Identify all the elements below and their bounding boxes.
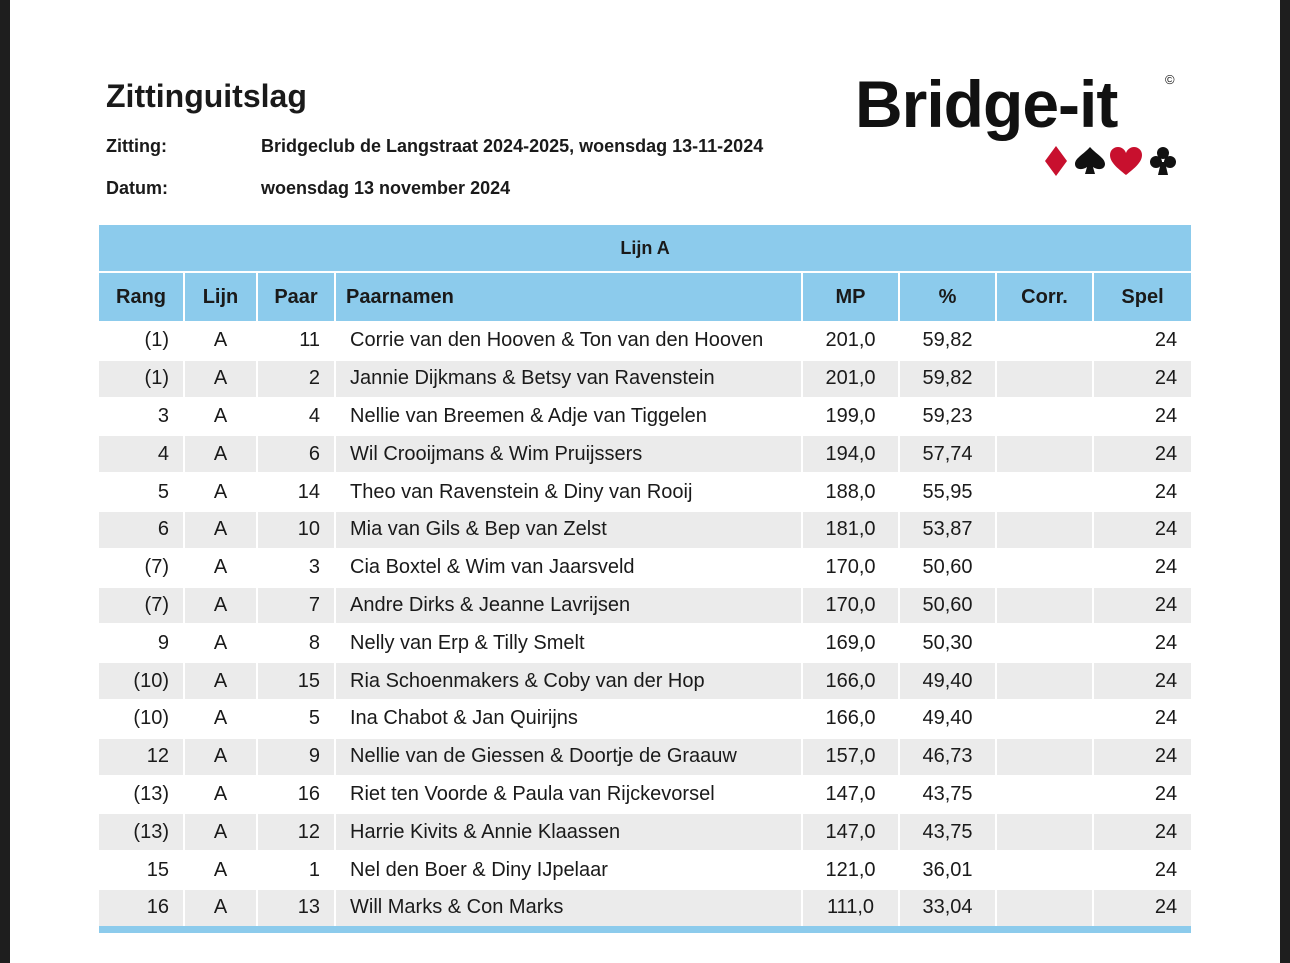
cell-spel: 24 xyxy=(1093,662,1191,700)
results-table xyxy=(99,225,1191,926)
cell-rang: (10) xyxy=(99,700,184,738)
cell-paarnamen: Wil Crooijmans & Wim Pruijssers xyxy=(335,435,802,473)
cell-lijn: A xyxy=(184,851,257,889)
cell-spel: 24 xyxy=(1093,511,1191,549)
cell-paar: 2 xyxy=(257,360,335,398)
cell-pct: 36,01 xyxy=(899,851,996,889)
cell-pct: 49,40 xyxy=(899,700,996,738)
cell-paarnamen: Ina Chabot & Jan Quirijns xyxy=(335,700,802,738)
cell-corr xyxy=(996,738,1093,776)
cell-corr xyxy=(996,889,1093,926)
cell-paar: 15 xyxy=(257,662,335,700)
cell-paarnamen: Nel den Boer & Diny IJpelaar xyxy=(335,851,802,889)
cell-spel: 24 xyxy=(1093,398,1191,436)
cell-pct: 49,40 xyxy=(899,662,996,700)
diamond-icon xyxy=(1045,146,1067,176)
table-row xyxy=(99,587,1191,625)
table-row xyxy=(99,322,1191,360)
club-icon xyxy=(1150,147,1176,175)
cell-lijn: A xyxy=(184,624,257,662)
cell-pct: 59,82 xyxy=(899,360,996,398)
cell-paar: 12 xyxy=(257,813,335,851)
header-mp: MP xyxy=(802,272,899,322)
cell-mp: 194,0 xyxy=(802,435,899,473)
cell-mp: 201,0 xyxy=(802,360,899,398)
cell-corr xyxy=(996,360,1093,398)
cell-rang: 6 xyxy=(99,511,184,549)
header-lijn: Lijn xyxy=(184,272,257,322)
cell-spel: 24 xyxy=(1093,624,1191,662)
page-title: Zittinguitslag xyxy=(106,78,307,114)
header-spel: Spel xyxy=(1093,272,1191,322)
logo-text: Bridge-it xyxy=(855,67,1118,141)
cell-lijn: A xyxy=(184,813,257,851)
cell-spel: 24 xyxy=(1093,587,1191,625)
spade-icon xyxy=(1075,147,1105,174)
cell-spel: 24 xyxy=(1093,813,1191,851)
cell-paar: 7 xyxy=(257,587,335,625)
cell-paarnamen: Mia van Gils & Bep van Zelst xyxy=(335,511,802,549)
cell-paarnamen: Nellie van Breemen & Adje van Tiggelen xyxy=(335,398,802,436)
zitting-value: Bridgeclub de Langstraat 2024-2025, woensdag 13-11-2024 xyxy=(261,136,764,156)
cell-spel: 24 xyxy=(1093,435,1191,473)
cell-corr xyxy=(996,435,1093,473)
cell-corr xyxy=(996,662,1093,700)
cell-pct: 50,60 xyxy=(899,549,996,587)
cell-corr xyxy=(996,398,1093,436)
cell-paarnamen: Will Marks & Con Marks xyxy=(335,889,802,926)
header-paar: Paar xyxy=(257,272,335,322)
section-title: Lijn A xyxy=(99,225,1191,272)
cell-pct: 55,95 xyxy=(899,473,996,511)
cell-lijn: A xyxy=(184,435,257,473)
document-page xyxy=(10,0,1280,963)
cell-mp: 157,0 xyxy=(802,738,899,776)
cell-paar: 1 xyxy=(257,851,335,889)
cell-spel: 24 xyxy=(1093,360,1191,398)
cell-rang: (13) xyxy=(99,776,184,814)
cell-paar: 6 xyxy=(257,435,335,473)
table-row xyxy=(99,435,1191,473)
cell-paarnamen: Theo van Ravenstein & Diny van Rooij xyxy=(335,473,802,511)
cell-paarnamen: Jannie Dijkmans & Betsy van Ravenstein xyxy=(335,360,802,398)
cell-spel: 24 xyxy=(1093,700,1191,738)
table-row xyxy=(99,360,1191,398)
table-row xyxy=(99,889,1191,926)
cell-pct: 33,04 xyxy=(899,889,996,926)
zitting-label: Zitting: xyxy=(106,136,167,156)
cell-spel: 24 xyxy=(1093,322,1191,360)
cell-rang: 3 xyxy=(99,398,184,436)
cell-mp: 201,0 xyxy=(802,322,899,360)
cell-paar: 5 xyxy=(257,700,335,738)
cell-lijn: A xyxy=(184,322,257,360)
cell-mp: 147,0 xyxy=(802,776,899,814)
cell-corr xyxy=(996,587,1093,625)
table-row xyxy=(99,624,1191,662)
cell-mp: 181,0 xyxy=(802,511,899,549)
cell-spel: 24 xyxy=(1093,889,1191,926)
table-row xyxy=(99,851,1191,889)
cell-pct: 43,75 xyxy=(899,776,996,814)
column-header-row xyxy=(99,272,1191,322)
cell-pct: 59,23 xyxy=(899,398,996,436)
cell-mp: 188,0 xyxy=(802,473,899,511)
header-pct: % xyxy=(899,272,996,322)
cell-rang: 4 xyxy=(99,435,184,473)
cell-mp: 166,0 xyxy=(802,700,899,738)
cell-lijn: A xyxy=(184,889,257,926)
table-row xyxy=(99,549,1191,587)
cell-pct: 43,75 xyxy=(899,813,996,851)
bridge-it-logo xyxy=(855,64,1185,184)
cell-pct: 53,87 xyxy=(899,511,996,549)
cell-lijn: A xyxy=(184,662,257,700)
table-row xyxy=(99,398,1191,436)
cell-mp: 169,0 xyxy=(802,624,899,662)
cell-mp: 147,0 xyxy=(802,813,899,851)
heart-icon xyxy=(1110,147,1142,175)
cell-mp: 170,0 xyxy=(802,549,899,587)
cell-mp: 121,0 xyxy=(802,851,899,889)
cell-rang: (7) xyxy=(99,549,184,587)
cell-paarnamen: Ria Schoenmakers & Coby van der Hop xyxy=(335,662,802,700)
cell-rang: 5 xyxy=(99,473,184,511)
cell-rang: 16 xyxy=(99,889,184,926)
cell-pct: 57,74 xyxy=(899,435,996,473)
cell-mp: 199,0 xyxy=(802,398,899,436)
cell-paar: 4 xyxy=(257,398,335,436)
cell-spel: 24 xyxy=(1093,549,1191,587)
table-row xyxy=(99,813,1191,851)
cell-corr xyxy=(996,624,1093,662)
cell-pct: 50,30 xyxy=(899,624,996,662)
cell-paar: 14 xyxy=(257,473,335,511)
cell-lijn: A xyxy=(184,738,257,776)
card-suits-icon xyxy=(1043,144,1183,178)
cell-rang: (13) xyxy=(99,813,184,851)
cell-paar: 3 xyxy=(257,549,335,587)
cell-paarnamen: Andre Dirks & Jeanne Lavrijsen xyxy=(335,587,802,625)
cell-corr xyxy=(996,851,1093,889)
cell-corr xyxy=(996,511,1093,549)
cell-spel: 24 xyxy=(1093,738,1191,776)
cell-rang: 15 xyxy=(99,851,184,889)
cell-rang: (1) xyxy=(99,322,184,360)
cell-lijn: A xyxy=(184,398,257,436)
cell-spel: 24 xyxy=(1093,776,1191,814)
cell-paar: 13 xyxy=(257,889,335,926)
cell-paarnamen: Corrie van den Hooven & Ton van den Hooven xyxy=(335,322,802,360)
datum-value: woensdag 13 november 2024 xyxy=(261,178,511,198)
cell-paarnamen: Cia Boxtel & Wim van Jaarsveld xyxy=(335,549,802,587)
cell-corr xyxy=(996,473,1093,511)
cell-paarnamen: Harrie Kivits & Annie Klaassen xyxy=(335,813,802,851)
header-rang: Rang xyxy=(99,272,184,322)
cell-corr xyxy=(996,322,1093,360)
cell-rang: 12 xyxy=(99,738,184,776)
cell-lijn: A xyxy=(184,473,257,511)
cell-mp: 166,0 xyxy=(802,662,899,700)
cell-mp: 170,0 xyxy=(802,587,899,625)
cell-corr xyxy=(996,700,1093,738)
cell-rang: (7) xyxy=(99,587,184,625)
cell-spel: 24 xyxy=(1093,851,1191,889)
cell-corr xyxy=(996,776,1093,814)
section-header-row xyxy=(99,225,1191,272)
cell-lijn: A xyxy=(184,700,257,738)
header-paarnamen: Paarnamen xyxy=(335,272,802,322)
table-row xyxy=(99,662,1191,700)
cell-mp: 111,0 xyxy=(802,889,899,926)
table-row xyxy=(99,776,1191,814)
cell-corr xyxy=(996,813,1093,851)
cell-rang: (1) xyxy=(99,360,184,398)
table-row xyxy=(99,473,1191,511)
cell-pct: 50,60 xyxy=(899,587,996,625)
cell-paar: 16 xyxy=(257,776,335,814)
copyright-mark: © xyxy=(1165,72,1175,87)
cell-lijn: A xyxy=(184,511,257,549)
table-row xyxy=(99,511,1191,549)
cell-lijn: A xyxy=(184,360,257,398)
cell-lijn: A xyxy=(184,549,257,587)
datum-label: Datum: xyxy=(106,178,168,198)
cell-lijn: A xyxy=(184,776,257,814)
cell-spel: 24 xyxy=(1093,473,1191,511)
cell-pct: 59,82 xyxy=(899,322,996,360)
results-body xyxy=(99,322,1191,926)
cell-paarnamen: Riet ten Voorde & Paula van Rijckevorsel xyxy=(335,776,802,814)
table-row xyxy=(99,700,1191,738)
table-row xyxy=(99,738,1191,776)
cell-paar: 11 xyxy=(257,322,335,360)
cell-paarnamen: Nellie van de Giessen & Doortje de Graauw xyxy=(335,738,802,776)
table-bottom-bar xyxy=(99,926,1191,933)
cell-rang: (10) xyxy=(99,662,184,700)
cell-paar: 9 xyxy=(257,738,335,776)
cell-rang: 9 xyxy=(99,624,184,662)
cell-lijn: A xyxy=(184,587,257,625)
header-corr: Corr. xyxy=(996,272,1093,322)
cell-paar: 8 xyxy=(257,624,335,662)
cell-paar: 10 xyxy=(257,511,335,549)
cell-paarnamen: Nelly van Erp & Tilly Smelt xyxy=(335,624,802,662)
cell-pct: 46,73 xyxy=(899,738,996,776)
cell-corr xyxy=(996,549,1093,587)
